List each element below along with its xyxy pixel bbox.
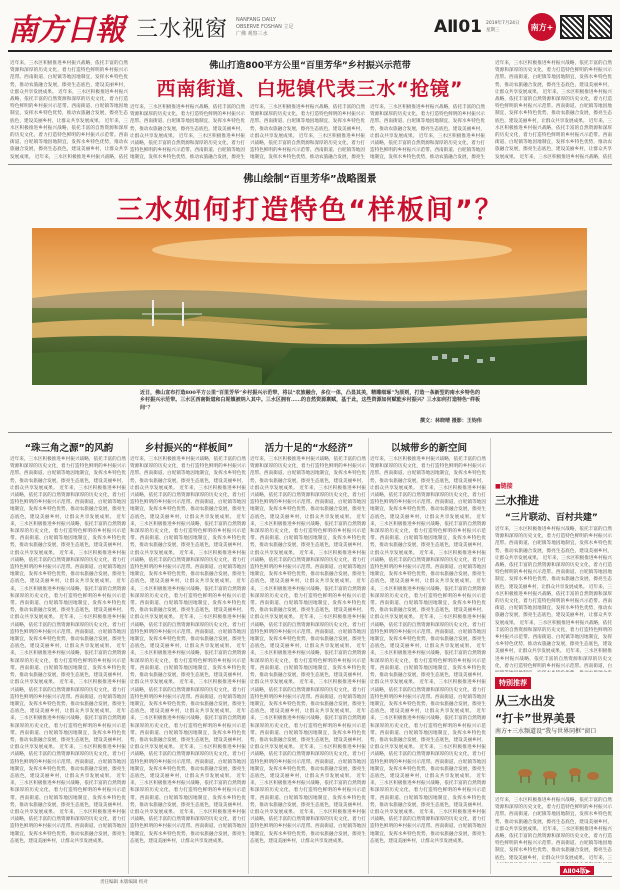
column-divider	[490, 438, 491, 874]
qr-code-icon[interactable]	[588, 15, 612, 39]
lead-paragraph: 近日，佛山宣布打造800平方公里“百里芳华”乡村振兴示范带，将以“农旅融合，多位一体，凸显其美，精雕细琢”为原则，打造一条新型的南水乡特色的乡村振兴示范带。三水区西南街道和白坭镇被纳入其中。三水区拥有……的自然资源禀赋，基于此，这些资源如何赋能乡村振兴？三水如何打造特色“样板间”？	[140, 390, 480, 411]
masthead-right	[434, 13, 612, 41]
sidebar-article: 近年来，三水区积极推进乡村振兴战略，依托丰富的自然资源和深厚的历史文化，着力打造特色鲜明的乡村振兴示范带。西南街道、白坭镇等地因地制宜，发挥水乡特色优势，推动农旅融合发展，擦亮生态底色，建设美丽乡村，让群众共享发展成果。 近年来，三水区积极推进乡村振兴战略，依托丰富的自然资源和深厚的历史文化，着力打造特色鲜明的乡村振兴示范带。西南街道、白坭镇等地因地制宜，发挥水乡特色优势，推动农旅融合发展，擦亮生态底色，建设美丽乡村，让群众共享发展成果。 近年来，三水区积极推进乡村振兴战略，依托丰富的自然资源和深厚的历史文化，着力打造特色鲜明的乡村振兴示范带。西南街道、白坭镇等地因地制宜，发挥水乡特色优势，推动农旅融合发展，擦亮生态底色，建设美丽乡村，让群众共享发展成果。 近年来，三水区积极推进乡村振兴战略，依托丰富的自然资源和深厚的历史文化，着力打造特色鲜明的乡村振兴示范带。西南街道、白坭镇等地因地制宜，发挥水乡特色优势，推动农旅融合发展，擦亮生态底色，建设美丽乡村，让群众共享发展成果。 近年来，三水区积极推进乡村振兴战略，依托丰富的自然资源和深厚的历史文化，着力打造特色鲜明的乡村振兴示范带。西南街道、白	[495, 527, 612, 669]
deer-photo	[495, 737, 613, 793]
column-subhead: 乡村振兴的“样板间”	[144, 443, 234, 454]
recommend-subline: 南方+三水频道设“我与世界同框”窗口	[495, 728, 597, 735]
article-column: 近年来，三水区积极推进乡村振兴战略，依托丰富的自然资源和深厚的历史文化，着力打造特色鲜明的乡村振兴示范带。西南街道、白坭镇等地因地制宜，发挥水乡特色优势，推动农旅融合发展，擦亮生态底色，建设美丽乡村，让群众共享发展成果。 近年来，三水区积极推进乡村振兴战略，依托丰富的自然资源和深厚的历史文化，着力打造特色鲜明的乡村振兴示范带。西南街道、白坭镇等地因地制宜，发挥水乡特色优势，推动农旅融合发展，擦亮生态底色，建设美丽乡村，让群众共享发展成果。 近年来，三水区积极推进乡村振兴战略，依托丰富的自然资源和深厚的历史文化，着力打造特色鲜明的乡村振兴示范带。西南街道、白坭镇等地因地制宜，发挥水乡特色优势，推动农旅融合发展，擦亮生态底色，建设美丽乡村，让群众共享发展成果。 近年来，三水区积极推进乡村振兴战略，依托	[10, 61, 128, 160]
article-column: 近年来，三水区积极推进乡村振兴战略，依托丰富的自然资源和深厚的历史文化，着力打造特色鲜明的乡村振兴示范带。西南街道、白坭镇等地因地制宜，发挥水乡特色优势，推动农旅融合发展，擦亮生态底色，建设美丽乡村，让群众共享发展成果。 近年来，三水区积极推进乡村振兴战略，依托丰富的自然资源和深厚的历史文化，着力打造特色鲜明的乡村振兴示范带。西南街道、白坭镇等地因地制宜，发挥水乡特色优势，推动农旅融合发展，擦亮生态底色，建设美丽乡村，让群众共享发展成果。 近年来，三水区积极推进乡村振兴战略，依托丰富的自然资源和深厚的历史文化，着力打造特色鲜明的乡村振兴示范带。西南街道、白坭镇等地因地制宜，发挥水乡特色优势，推动农旅融合发展，擦亮生态底色，建设美丽乡村，让群众共享发展成果。 近年来，三水区积极推进乡村振兴战略，依托丰富的自然资源和深厚的历史文化，着力打造特色鲜明的乡村振兴示范带。西南街道、白坭镇等地因地制宜，发挥水乡特色优势，推动农旅融合发展，擦亮生态底色，建设美丽乡村，让群众共享发展成果。 近年来，三水区积极推进乡村振兴战略，依托丰富的自然资源和深厚的历史文化，着力打造特色鲜明的乡村振兴示范带。西南街道、白坭镇等地因地制宜，发挥水乡特色优势，推动农旅融合发展，擦亮生态底色，建设美丽乡村，让群众共享发展成果。 近年来，三水区积极推进乡村振兴战略，依托丰富的自然资源和深厚的历史文化，着力打造特色鲜明的乡村振兴示范带。西南街道、白坭镇等地因地制宜，发挥水乡特色优势，推动农旅融合发展，擦亮生态底色，建设美丽乡村，让群众共享发展成果。 近年来，三水区积极推进乡村振兴战略，依托丰富的自然资源和深厚的历史文化，着力打造特色鲜明的乡村振兴示范带。西南街道、白坭镇等地因地制宜，发挥水乡特色优势，推动农旅融合发展，擦亮生态底色，建设美丽乡村，让群众共享发展成果。 近年来，三水区积极推进乡村振兴战略，依托丰富的自然资源和深厚的历史文化，着力打造特色鲜明的乡村振兴示范带。西南街道、白坭镇等地因地制宜，发挥水乡特色优势，推动农旅融合发展，擦亮生态底色，建设美丽乡村，让群众共享发展成果。 近年来，三水区积极推进乡村振兴战略，依托丰富的自然资源和深厚的历史文化，着力打造特色鲜明的乡村振兴示范带。西南街道、白坭镇等地因地制宜，发挥水乡特色优势，推动农旅融合发展，擦亮生态底色，建设美丽乡村，让群众共享发展成果。 近年来，三水区积极推进乡村振兴战略，依托丰富的自然资源和深厚的历史文化，着力打造特色鲜明的乡村振兴示范带。西南街道、白坭镇等地因地制宜，发挥水乡特色优势，推动农旅融合发展，擦亮生态底色，建设美丽乡村，让群众共享发展成果。 近年来，三水区积极推进乡村振兴战略，依托丰富的自然资源和深厚的历史文化，着力打造特色鲜明的乡村振兴示范带。西南街道、白坭镇等地因地制宜，发挥水乡特色优势，推动农旅融合发展，擦亮生态底色，建设美丽乡村，让群众共享发展成果。 近年来，三水区积极推进乡村振兴战略，依托丰富的自然资源和深厚的历史文化，着力打造特色鲜明的乡村振兴示范带。西南街道、白坭镇等地因地制宜，发挥水乡特色优势，推动农旅融合发展，擦亮生态底色，建设美丽乡村，让群众共享发展成果。	[370, 457, 486, 844]
article-column: 近年来，三水区积极推进乡村振兴战略，依托丰富的自然资源和深厚的历史文化，着力打造特色鲜明的乡村振兴示范带。西南街道、白坭镇等地因地制宜，发挥水乡特色优势，推动农旅融合发展，擦亮生态底色，建设美丽乡村，让群众共享发展成果。 近年来，三水区积极推进乡村振兴战略，依托丰富的自然资源和深厚的历史文化，着力打造特色鲜明的乡村振兴示范带。西南街道、白坭镇等地因地制宜，发挥水乡特色优势，推动农旅融合发展，擦亮生	[130, 105, 245, 160]
nanfang-plus-icon[interactable]: 南方+	[528, 13, 556, 41]
article-column: 近年来，三水区积极推进乡村振兴战略，依托丰富的自然资源和深厚的历史文化，着力打造特色鲜明的乡村振兴示范带。西南街道、白坭镇等地因地制宜，发挥水乡特色优势，推动农旅融合发展，擦亮生态底色，建设美丽乡村，让群众共享发展成果。 近年来，三水区积极推进乡村振兴战略，依托丰富的自然资源和深厚的历史文化，着力打造特色鲜明的乡村振兴示范带。西南街道、白坭镇等地因地制宜，发挥水乡特色优势，推动农旅融合发展，擦亮生	[250, 105, 365, 160]
masthead	[8, 6, 612, 48]
link-tag: ■链接	[495, 483, 513, 490]
article-column: 近年来，三水区积极推进乡村振兴战略，依托丰富的自然资源和深厚的历史文化，着力打造特色鲜明的乡村振兴示范带。西南街道、白坭镇等地因地制宜，发挥水乡特色优势，推动农旅融合发展，擦亮生态底色，建设美丽乡村，让群众共享发展成果。 近年来，三水区积极推进乡村振兴战略，依托丰富的自然资源和深厚的历史文化，着力打造特色鲜明的乡村振兴示范带。西南街道、白坭镇等地因地制宜，发挥水乡特色优势，推动农旅融合发展，擦亮生态底色，建设美丽乡村，让群众共享发展成果。 近年来，三水区积极推进乡村振兴战略，依托丰富的自然资源和深厚的历史文化，着力打造特色鲜明的乡村振兴示范带。西南街道、白坭镇等地因地制宜，发挥水乡特色优势，推动农旅融合发展，擦亮生态底色，建设美丽乡村，让群众共享发展成果。 近年来，三水区积极推进乡村振兴战略，依托丰富的自然资源和深厚的历史文化，着力打造特色鲜明的乡村振兴示范带。西南街道、白坭镇等地因地制宜，发挥水乡特色优势，推动农旅融合发展，擦亮生态底色，建设美丽乡村，让群众共享发展成果。 近年来，三水区积极推进乡村振兴战略，依托丰富的自然资源和深厚的历史文化，着力打造特色鲜明的乡村振兴示范带。西南街道、白坭镇等地因地制宜，发挥水乡特色优势，推动农旅融合发展，擦亮生态底色，建设美丽乡村，让群众共享发展成果。 近年来，三水区积极推进乡村振兴战略，依托丰富的自然资源和深厚的历史文化，着力打造特色鲜明的乡村振兴示范带。西南街道、白坭镇等地因地制宜，发挥水乡特色优势，推动农旅融合发展，擦亮生态底色，建设美丽乡村，让群众共享发展成果。 近年来，三水区积极推进乡村振兴战略，依托丰富的自然资源和深厚的历史文化，着力打造特色鲜明的乡村振兴示范带。西南街道、白坭镇等地因地制宜，发挥水乡特色优势，推动农旅融合发展，擦亮生态底色，建设美丽乡村，让群众共享发展成果。 近年来，三水区积极推进乡村振兴战略，依托丰富的自然资源和深厚的历史文化，着力打造特色鲜明的乡村振兴示范带。西南街道、白坭镇等地因地制宜，发挥水乡特色优势，推动农旅融合发展，擦亮生态底色，建设美丽乡村，让群众共享发展成果。 近年来，三水区积极推进乡村振兴战略，依托丰富的自然资源和深厚的历史文化，着力打造特色鲜明的乡村振兴示范带。西南街道、白坭镇等地因地制宜，发挥水乡特色优势，推动农旅融合发展，擦亮生态底色，建设美丽乡村，让群众共享发展成果。 近年来，三水区积极推进乡村振兴战略，依托丰富的自然资源和深厚的历史文化，着力打造特色鲜明的乡村振兴示范带。西南街道、白坭镇等地因地制宜，发挥水乡特色优势，推动农旅融合发展，擦亮生态底色，建设美丽乡村，让群众共享发展成果。 近年来，三水区积极推进乡村振兴战略，依托丰富的自然资源和深厚的历史文化，着力打造特色鲜明的乡村振兴示范带。西南街道、白坭镇等地因地制宜，发挥水乡特色优势，推动农旅融合发展，擦亮生态底色，建设美丽乡村，让群众共享发展成果。 近年来，三水区积极推进乡村振兴战略，依托丰富的自然资源和深厚的历史文化，着力打造特色鲜明的乡村振兴示范带。西南街道、白坭镇等地因地制宜，发挥水乡特色优势，推动农旅融合发展，擦亮生态底色，建设美丽乡村，让群众共享发展成果。	[10, 457, 126, 844]
main-story-kicker: 佛山绘制“百里芳华”战略图景	[243, 174, 377, 185]
article-column: 近年来，三水区积极推进乡村振兴战略，依托丰富的自然资源和深厚的历史文化，着力打造特色鲜明的乡村振兴示范带。西南街道、白坭镇等地因地制宜，发挥水乡特色优势，推动农旅融合发展，擦亮生态底色，建设美丽乡村，让群众共享发展成果。 近年来，三水区积极推进乡村振兴战略，依托丰富的自然资源和深厚的历史文化，着力打造特色鲜明的乡村振兴示范带。西南街道、白坭镇等地因地制宜，发挥水乡特色优势，推动农旅融合发展，擦亮生态底色，建设美丽乡村，让群众共享发展成果。 近年来，三水区积极推进乡村振兴战略，依托丰富的自然资源和深厚的历史文化，着力打造特色鲜明的乡村振兴示范带。西南街道、白坭镇等地因地制宜，发挥水乡特色优势，推动农旅融合发展，擦亮生态底色，建设美丽乡村，让群众共享发展成果。 近年来，三水区积极推进乡村振兴战略，依托	[495, 61, 612, 160]
top-story-headline: 西南街道、白坭镇代表三水“抢镜”	[156, 78, 464, 100]
qr-code-icon[interactable]	[560, 15, 584, 39]
masthead-rule	[8, 50, 612, 52]
column-divider	[248, 438, 249, 874]
aerial-landscape-photo	[32, 228, 587, 385]
sidebar-headline: 三水推进	[495, 494, 539, 507]
main-story-headline: 三水如何打造特色“样板间”？	[116, 195, 504, 226]
column-subhead: 活力十足的“水经济”	[264, 443, 354, 454]
issue-date: 2019年7月24日 星期三	[486, 21, 520, 33]
special-recommend-tag: 特别推荐	[495, 677, 531, 689]
deer-photo-image	[495, 737, 613, 793]
aerial-photo-image	[32, 228, 587, 385]
section-subtitle: NANFANG DAILY OBSERVE FOSHAN 立足广佛 观察三水	[236, 16, 294, 37]
column-divider	[128, 438, 129, 874]
footer-credits: 责任编辑 本版编辑 校对	[100, 880, 148, 885]
article-column: 近年来，三水区积极推进乡村振兴战略，依托丰富的自然资源和深厚的历史文化，着力打造特色鲜明的乡村振兴示范带。西南街道、白坭镇等地因地制宜，发挥水乡特色优势，推动农旅融合发展，擦亮生态底色，建设美丽乡村，让群众共享发展成果。 近年来，三水区积极推进乡村振兴战略，依托丰富的自然资源和深厚的历史文化，着力打造特色鲜明的乡村振兴示范带。西南街道、白坭镇等地因地制宜，发挥水乡特色优势，推动农旅融合发展，擦亮生态底色，建设美丽乡村，让群众共享发展成果。 近年来，三水区积极推进乡村振兴战略，依托丰富的自然资源和深厚的历史文化，着力打造特色鲜明的乡村振兴示范带。西南街道、白坭镇等地因地制宜，发挥水乡特色优势，推动农旅融合发展，擦亮生态底色，建设美丽乡村，让群众共享发展成果。 近年来，三水区积极推进乡村振兴战略，依托丰富的自然资源和深厚的历史文化，着力打造特色鲜明的乡村振兴示范带。西南街道、白坭镇等地因地制宜，发挥水乡特色优势，推动农旅融合发展，擦亮生态底色，建设美丽乡村，让群众共享发展成果。 近年来，三水区积极推进乡村振兴战略，依托丰富的自然资源和深厚的历史文化，着力打造特色鲜明的乡村振兴示范带。西南街道、白坭镇等地因地制宜，发挥水乡特色优势，推动农旅融合发展，擦亮生态底色，建设美丽乡村，让群众共享发展成果。 近年来，三水区积极推进乡村振兴战略，依托丰富的自然资源和深厚的历史文化，着力打造特色鲜明的乡村振兴示范带。西南街道、白坭镇等地因地制宜，发挥水乡特色优势，推动农旅融合发展，擦亮生态底色，建设美丽乡村，让群众共享发展成果。 近年来，三水区积极推进乡村振兴战略，依托丰富的自然资源和深厚的历史文化，着力打造特色鲜明的乡村振兴示范带。西南街道、白坭镇等地因地制宜，发挥水乡特色优势，推动农旅融合发展，擦亮生态底色，建设美丽乡村，让群众共享发展成果。 近年来，三水区积极推进乡村振兴战略，依托丰富的自然资源和深厚的历史文化，着力打造特色鲜明的乡村振兴示范带。西南街道、白坭镇等地因地制宜，发挥水乡特色优势，推动农旅融合发展，擦亮生态底色，建设美丽乡村，让群众共享发展成果。 近年来，三水区积极推进乡村振兴战略，依托丰富的自然资源和深厚的历史文化，着力打造特色鲜明的乡村振兴示范带。西南街道、白坭镇等地因地制宜，发挥水乡特色优势，推动农旅融合发展，擦亮生态底色，建设美丽乡村，让群众共享发展成果。 近年来，三水区积极推进乡村振兴战略，依托丰富的自然资源和深厚的历史文化，着力打造特色鲜明的乡村振兴示范带。西南街道、白坭镇等地因地制宜，发挥水乡特色优势，推动农旅融合发展，擦亮生态底色，建设美丽乡村，让群众共享发展成果。 近年来，三水区积极推进乡村振兴战略，依托丰富的自然资源和深厚的历史文化，着力打造特色鲜明的乡村振兴示范带。西南街道、白坭镇等地因地制宜，发挥水乡特色优势，推动农旅融合发展，擦亮生态底色，建设美丽乡村，让群众共享发展成果。 近年来，三水区积极推进乡村振兴战略，依托丰富的自然资源和深厚的历史文化，着力打造特色鲜明的乡村振兴示范带。西南街道、白坭镇等地因地制宜，发挥水乡特色优势，推动农旅融合发展，擦亮生态底色，建设美丽乡村，让群众共享发展成果。	[250, 457, 366, 844]
article-byline: 撰文：林晓晴 摄影：王钧伟	[420, 418, 482, 424]
recommend-headline-2: “打卡”世界美景	[495, 712, 576, 725]
section-rule	[8, 432, 612, 433]
top-story-kicker: 佛山打造800平方公里“百里芳华”乡村振兴示范带	[209, 61, 411, 71]
article-column: 近年来，三水区积极推进乡村振兴战略，依托丰富的自然资源和深厚的历史文化，着力打造特色鲜明的乡村振兴示范带。西南街道、白坭镇等地因地制宜，发挥水乡特色优势，推动农旅融合发展，擦亮生态底色，建设美丽乡村，让群众共享发展成果。 近年来，三水区积极推进乡村振兴战略，依托丰富的自然资源和深厚的历史文化，着力打造特色鲜明的乡村振兴示范带。西南街道、白坭镇等地因地制宜，发挥水乡特色优势，推动农旅融合发展，擦亮生	[370, 105, 485, 160]
footer-rule	[8, 876, 612, 877]
column-divider	[368, 438, 369, 874]
sidebar-subheadline: “三片联动、百村共建”	[505, 513, 598, 523]
recommend-article: 近年来，三水区积极推进乡村振兴战略，依托丰富的自然资源和深厚的历史文化，着力打造特色鲜明的乡村振兴示范带。西南街道、白坭镇等地因地制宜，发挥水乡特色优势，推动农旅融合发展，擦亮生态底色，建设美丽乡村，让群众共享发展成果。 近年来，三水区积极推进乡村振兴战略，依托丰富的自然资源和深厚的历史文化，着力打造特色鲜明的乡村振兴示范带。西南街道、白坭镇等地因地制宜，发挥水乡特色优势，推动农旅融合发展，擦亮生态底色，建设美丽乡村，让群众共享发展成果。 近年来，三	[495, 798, 612, 861]
article-column: 近年来，三水区积极推进乡村振兴战略，依托丰富的自然资源和深厚的历史文化，着力打造特色鲜明的乡村振兴示范带。西南街道、白坭镇等地因地制宜，发挥水乡特色优势，推动农旅融合发展，擦亮生态底色，建设美丽乡村，让群众共享发展成果。 近年来，三水区积极推进乡村振兴战略，依托丰富的自然资源和深厚的历史文化，着力打造特色鲜明的乡村振兴示范带。西南街道、白坭镇等地因地制宜，发挥水乡特色优势，推动农旅融合发展，擦亮生态底色，建设美丽乡村，让群众共享发展成果。 近年来，三水区积极推进乡村振兴战略，依托丰富的自然资源和深厚的历史文化，着力打造特色鲜明的乡村振兴示范带。西南街道、白坭镇等地因地制宜，发挥水乡特色优势，推动农旅融合发展，擦亮生态底色，建设美丽乡村，让群众共享发展成果。 近年来，三水区积极推进乡村振兴战略，依托丰富的自然资源和深厚的历史文化，着力打造特色鲜明的乡村振兴示范带。西南街道、白坭镇等地因地制宜，发挥水乡特色优势，推动农旅融合发展，擦亮生态底色，建设美丽乡村，让群众共享发展成果。 近年来，三水区积极推进乡村振兴战略，依托丰富的自然资源和深厚的历史文化，着力打造特色鲜明的乡村振兴示范带。西南街道、白坭镇等地因地制宜，发挥水乡特色优势，推动农旅融合发展，擦亮生态底色，建设美丽乡村，让群众共享发展成果。 近年来，三水区积极推进乡村振兴战略，依托丰富的自然资源和深厚的历史文化，着力打造特色鲜明的乡村振兴示范带。西南街道、白坭镇等地因地制宜，发挥水乡特色优势，推动农旅融合发展，擦亮生态底色，建设美丽乡村，让群众共享发展成果。 近年来，三水区积极推进乡村振兴战略，依托丰富的自然资源和深厚的历史文化，着力打造特色鲜明的乡村振兴示范带。西南街道、白坭镇等地因地制宜，发挥水乡特色优势，推动农旅融合发展，擦亮生态底色，建设美丽乡村，让群众共享发展成果。 近年来，三水区积极推进乡村振兴战略，依托丰富的自然资源和深厚的历史文化，着力打造特色鲜明的乡村振兴示范带。西南街道、白坭镇等地因地制宜，发挥水乡特色优势，推动农旅融合发展，擦亮生态底色，建设美丽乡村，让群众共享发展成果。 近年来，三水区积极推进乡村振兴战略，依托丰富的自然资源和深厚的历史文化，着力打造特色鲜明的乡村振兴示范带。西南街道、白坭镇等地因地制宜，发挥水乡特色优势，推动农旅融合发展，擦亮生态底色，建设美丽乡村，让群众共享发展成果。 近年来，三水区积极推进乡村振兴战略，依托丰富的自然资源和深厚的历史文化，着力打造特色鲜明的乡村振兴示范带。西南街道、白坭镇等地因地制宜，发挥水乡特色优势，推动农旅融合发展，擦亮生态底色，建设美丽乡村，让群众共享发展成果。 近年来，三水区积极推进乡村振兴战略，依托丰富的自然资源和深厚的历史文化，着力打造特色鲜明的乡村振兴示范带。西南街道、白坭镇等地因地制宜，发挥水乡特色优势，推动农旅融合发展，擦亮生态底色，建设美丽乡村，让群众共享发展成果。 近年来，三水区积极推进乡村振兴战略，依托丰富的自然资源和深厚的历史文化，着力打造特色鲜明的乡村振兴示范带。西南街道、白坭镇等地因地制宜，发挥水乡特色优势，推动农旅融合发展，擦亮生态底色，建设美丽乡村，让群众共享发展成果。	[130, 457, 246, 844]
column-subhead: “珠三角之源”的风韵	[24, 443, 114, 454]
newspaper-logo: 南方日報	[8, 13, 124, 48]
continued-on-page-link[interactable]: AⅡ04版▶	[560, 866, 594, 875]
recommend-headline: 从三水出发	[495, 694, 556, 708]
column-subhead: 以城带乡的新空间	[390, 443, 467, 454]
section-rule	[8, 164, 612, 165]
edition-number: AⅡ01	[433, 17, 482, 37]
section-title: 三水视窗	[136, 16, 229, 42]
